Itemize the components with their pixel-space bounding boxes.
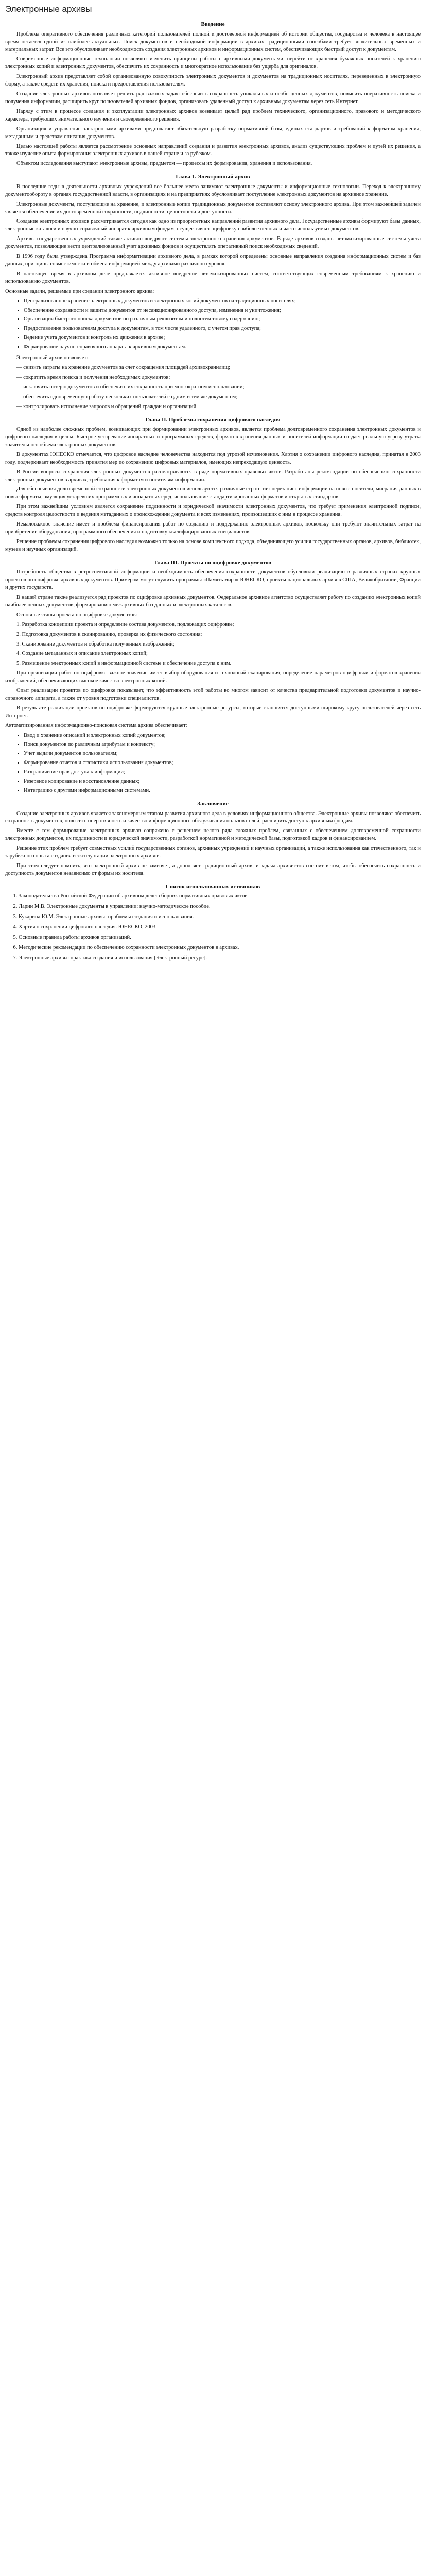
paragraph: 3. Сканирование документов и обработка полученных изображений; <box>16 641 175 647</box>
document-page <box>0 0 426 981</box>
paragraph: В результате реализации проектов по оцифровке формируются крупные электронные ресурсы, которые становятся доступными широкому кругу пользователей через сеть Интернет. <box>5 705 421 719</box>
paragraph: Архивы государственных учреждений также активно внедряют системы электронного хранения документов. В ряде архивов созданы автоматизированные системы учета документов, позволяющие вести централизованный учет архивных фондов и осуществлять оперативный поиск необходимых сведений. <box>5 236 421 250</box>
list-item: • Учет выдачи документов пользователям; <box>24 750 421 758</box>
reference-item: 2. Ларин М.В. Электронные документы в управлении: научно-методическое пособие. <box>19 903 421 911</box>
paragraph: Вместе с тем формирование электронных архивов сопряжено с решением целого ряда сложных проблем, связанных с обеспечением долговременной сохранности электронных документов, их подлинности и юридической значимости, разработкой нормативной и методической базы, подготовкой кадров и финансированием. <box>5 828 421 842</box>
paragraph: Для обеспечения долговременной сохранности электронных документов используются различные стратегии: перезапись информации на новые носители, миграция данных в новые форматы, эмуляция устаревших программных и аппаратных сред, использование стандартизированных форматов и открытых стандартов. <box>5 486 421 500</box>
paragraph: В 1996 году была утверждена Программа информатизации архивного дела, в рамках которой определены основные направления создания информационных систем и баз данных, принципы совместимости и обмена информацией между архивами различного уровня. <box>5 253 421 267</box>
section <box>5 800 421 878</box>
reference-item: 3. Кукарина Ю.М. Электронные архивы: проблемы создания и использования. <box>19 913 421 921</box>
paragraph: Основные этапы проекта по оцифровке документов: <box>16 612 137 618</box>
paragraph: Решение проблемы сохранения цифрового наследия возможно только на основе комплексного подхода, объединяющего усилия государственных органов, архивов, библиотек, музеев и научных организаций. <box>5 538 421 552</box>
section-heading: Глава III. Проекты по оцифровке документов <box>154 559 272 566</box>
paragraph: Объектом исследования выступают электронные архивы, предметом — процессы их формирования, хранения и использования. <box>16 161 312 167</box>
references-section <box>5 883 421 962</box>
list-item: • Предоставление пользователям доступа к документам, в том числе удаленного, с учетом прав доступа; <box>24 325 421 333</box>
paragraph: В настоящее время в архивном деле продолжается активное внедрение автоматизированных систем, соответствующих современным требованиям к хранению и использованию документов. <box>5 270 421 284</box>
reference-item: 5. Основные правила работы архивов организаций. <box>19 934 421 942</box>
paragraph: 5. Размещение электронных копий в информационной системе и обеспечение доступа к ним. <box>16 660 232 667</box>
reference-item: 4. Хартия о сохранении цифрового наследия. ЮНЕСКО, 2003. <box>19 924 421 931</box>
list-item: • Поиск документов по различным атрибутам и контексту; <box>24 741 421 749</box>
paragraph: 1. Разработка концепции проекта и определение состава документов, подлежащих оцифровке; <box>16 621 234 628</box>
list-item: • Разграничение прав доступа к информации; <box>24 769 421 776</box>
list-item: • Интеграцию с другими информационными системами. <box>24 787 421 795</box>
paragraph: — сократить время поиска и получения необходимых документов; <box>16 374 170 380</box>
reference-item: 6. Методические рекомендации по обеспечению сохранности электронных документов в архивах. <box>19 944 421 952</box>
reference-item: 7. Электронные архивы: практика создания и использования [Электронный ресурс]. <box>19 955 421 962</box>
paragraph: Потребность общества в ретроспективной информации и необходимость обеспечения сохранности документов обусловили реализацию в различных странах крупных проектов по оцифровке архивных документов. Примером могут служить программы «Память мира» ЮНЕСКО, проекты национальных архивов США, Великобритании, Франции и других государств. <box>5 569 421 591</box>
section <box>5 559 421 795</box>
paragraph: Электронный архив позволяет: <box>16 355 89 361</box>
section-heading: Введение <box>201 21 225 28</box>
section-heading: Глава II. Проблемы сохранения цифрового наследия <box>145 416 281 423</box>
paragraph: При этом следует помнить, что электронный архив не заменяет, а дополняет традиционный архив, и задача архивистов состоит в том, чтобы обеспечить сохранность и доступность документов независимо от формы их носителя. <box>5 863 421 876</box>
document-body <box>5 21 421 878</box>
paragraph: — снизить затраты на хранение документов за счет сокращения площадей архивохранилищ; <box>16 364 231 370</box>
list-item: • Организация быстрого поиска документов по различным реквизитам и полнотекстовому содержанию; <box>24 316 421 324</box>
list-item: • Ведение учета документов и контроль их движения в архиве; <box>24 334 421 342</box>
page-title: Электронные архивы <box>5 4 92 14</box>
paragraph: Одной из наиболее сложных проблем, возникающих при формировании электронных архивов, является проблема долговременного сохранения электронных документов и цифрового наследия в целом. Быстрое устаревание аппаратных и программных средств, форматов хранения данных и носителей информации создает реальную угрозу утраты значительного объема электронных документов. <box>5 427 421 448</box>
bullet-list <box>5 732 421 795</box>
list-item: • Резервное копирование и восстановление данных; <box>24 778 421 786</box>
paragraph: Создание электронных архивов является закономерным этапом развития архивного дела в условиях информационного общества. Электронные архивы позволяют обеспечить сохранность документов, повысить оперативность и качество информационного обслуживания пользователей, расширить доступ к архивным фондам. <box>5 810 421 824</box>
list-item: • Ввод и хранение описаний и электронных копий документов; <box>24 732 421 740</box>
list-intro: Автоматизированная информационно-поисковая система архива обеспечивает: <box>5 722 187 728</box>
paragraph: 4. Создание метаданных и описание электронных копий; <box>16 651 148 657</box>
paragraph: В нашей стране также реализуется ряд проектов по оцифровке архивных документов. Федеральное архивное агентство осуществляет работу по созданию электронных копий наиболее ценных документов, формированию межархивных баз данных и электронных каталогов. <box>5 595 421 608</box>
paragraph: При этом важнейшим условием является сохранение подлинности и юридической значимости электронных документов, что требует применения электронной подписи, средств контроля целостности и ведения метаданных о происхождении документа и всех изменениях, произошедших с ним в процессе хранения. <box>5 504 421 518</box>
paragraph: — контролировать исполнение запросов и обращений граждан и организаций. <box>16 403 198 410</box>
paragraph: Проблема оперативного обеспечения различных категорий пользователей полной и достоверной информацией об истории общества, государства и человека в настоящее время остается одной из наиболее актуальных. Поиск документов и необходимой информации в архивах традиционными способами требует значительных временных и материальных затрат. Все это обусловливает необходимость создания электронных архивов и информационных систем, обеспечивающих быстрый доступ к документам. <box>5 31 421 53</box>
paragraph: Немаловажное значение имеет и проблема финансирования работ по созданию и поддержанию электронных архивов, поскольку они требуют значительных затрат на приобретение оборудования, программного обеспечения и подготовку квалифицированных специалистов. <box>5 521 421 535</box>
paragraph: Электронные документы, поступающие на хранение, и электронные копии традиционных документов составляют основу электронного архива. При этом важнейшей задачей является обеспечение их долговременной сохранности, подлинности, целостности и доступности. <box>5 201 421 215</box>
paragraph: В России вопросы сохранения электронных документов рассматриваются в ряде нормативных правовых актов. Разработаны рекомендации по обеспечению сохранности электронных документов в архивах, требования к форматам и носителям информации. <box>5 469 421 483</box>
paragraph: Создание электронных архивов позволяет решить ряд важных задач: обеспечить сохранность уникальных и особо ценных документов, повысить оперативность поиска и получения информации, расширить круг пользователей архивных фондов, организовать удаленный доступ к архивным документам через сеть Интернет. <box>5 91 421 105</box>
paragraph: — исключить потерю документов и обеспечить их сохранность при многократном использовании; <box>16 384 245 390</box>
section-heading: Глава 1. Электронный архив <box>176 174 250 180</box>
list-intro: Основные задачи, решаемые при создании электронного архива: <box>5 288 154 294</box>
paragraph: Наряду с этим в процессе создания и эксплуатации электронных архивов возникает целый ряд проблем технического, организационного, правового и методического характера, требующих внимательного изучения и своевременного решения. <box>5 108 421 122</box>
list-item: • Обеспечение сохранности и защиты документов от несанкционированного доступа, изменения и уничтожения; <box>24 307 421 315</box>
section <box>5 21 421 168</box>
paragraph: Электронный архив представляет собой организованную совокупность электронных документов и документов на традиционных носителях, переведенных в электронную форму, а также средств их хранения, поиска и предоставления пользователям. <box>5 74 421 88</box>
list-item: • Формирование научно-справочного аппарата к архивным документам. <box>24 344 421 351</box>
paragraph: Решение этих проблем требует совместных усилий государственных органов, архивных учреждений и научных организаций, а также использования как отечественного, так и зарубежного опыта создания и эксплуатации электронных архивов. <box>5 845 421 859</box>
paragraph: В документах ЮНЕСКО отмечается, что цифровое наследие человечества находится под угрозой исчезновения. Хартия о сохранении цифрового наследия, принятая в 2003 году, подчеркивает необходимость принятия мер по сохранению цифровых материалов, имеющих непреходящую ценность. <box>5 451 421 465</box>
paragraph: Организация и управление электронными архивами предполагает обязательную разработку нормативной базы, единых стандартов и требований к форматам хранения, метаданным и средствам описания документов. <box>5 126 421 140</box>
paragraph: 2. Подготовка документов к сканированию, проверка их физического состояния; <box>16 631 202 637</box>
paragraph: Современные информационные технологии позволяют изменить принципы работы с архивными документами, перейти от хранения бумажных носителей к хранению электронных копий и электронных документов, обеспечить их сохранность и многократное использование без ущерба для оригиналов. <box>5 56 421 70</box>
paragraph: При организации работ по оцифровке важное значение имеет выбор оборудования и технологий сканирования, определение параметров оцифровки и форматов хранения изображений, обеспечивающих высокое качество электронных копий. <box>5 670 421 684</box>
paragraph: — обеспечить одновременную работу нескольких пользователей с одним и тем же документом; <box>16 394 238 400</box>
paragraph: Целью настоящей работы является рассмотрение основных направлений создания и развития электронных архивов, анализ существующих проблем и путей их решения, а также изучение опыта формирования электронных архивов в нашей стране и за рубежом. <box>5 143 421 157</box>
paragraph: В последние годы в деятельности архивных учреждений все большее место занимают электронные документы и информационные технологии. Переход к электронному документообороту в органах государственной власти, в организациях и на предприятиях обусловливает поступление электронных документов на архивное хранение. <box>5 183 421 197</box>
references-heading: Список использованных источников <box>165 883 260 890</box>
section <box>5 416 421 554</box>
reference-item: 1. Законодательство Российской Федерации об архивном деле: сборник нормативных правовых актов. <box>19 893 421 901</box>
section-heading: Заключение <box>197 800 229 807</box>
list-item: • Централизованное хранение электронных документов и электронных копий документов на традиционных носителях; <box>24 298 421 306</box>
paragraph: Создание электронных архивов рассматривается сегодня как одно из приоритетных направлений развития архивного дела. Государственные архивы формируют базы данных, электронные каталоги и научно-справочный аппарат к архивным фондам, осуществляют оцифровку наиболее ценных и часто используемых документов. <box>5 218 421 232</box>
bullet-list <box>5 298 421 351</box>
paragraph: Опыт реализации проектов по оцифровке показывает, что эффективность этой работы во многом зависит от качества предварительной подготовки документов и научно-справочного аппарата, а также от уровня подготовки специалистов. <box>5 688 421 701</box>
list-item: • Формирование отчетов и статистики использования документов; <box>24 759 421 767</box>
references-list <box>5 893 421 962</box>
section <box>5 173 421 411</box>
